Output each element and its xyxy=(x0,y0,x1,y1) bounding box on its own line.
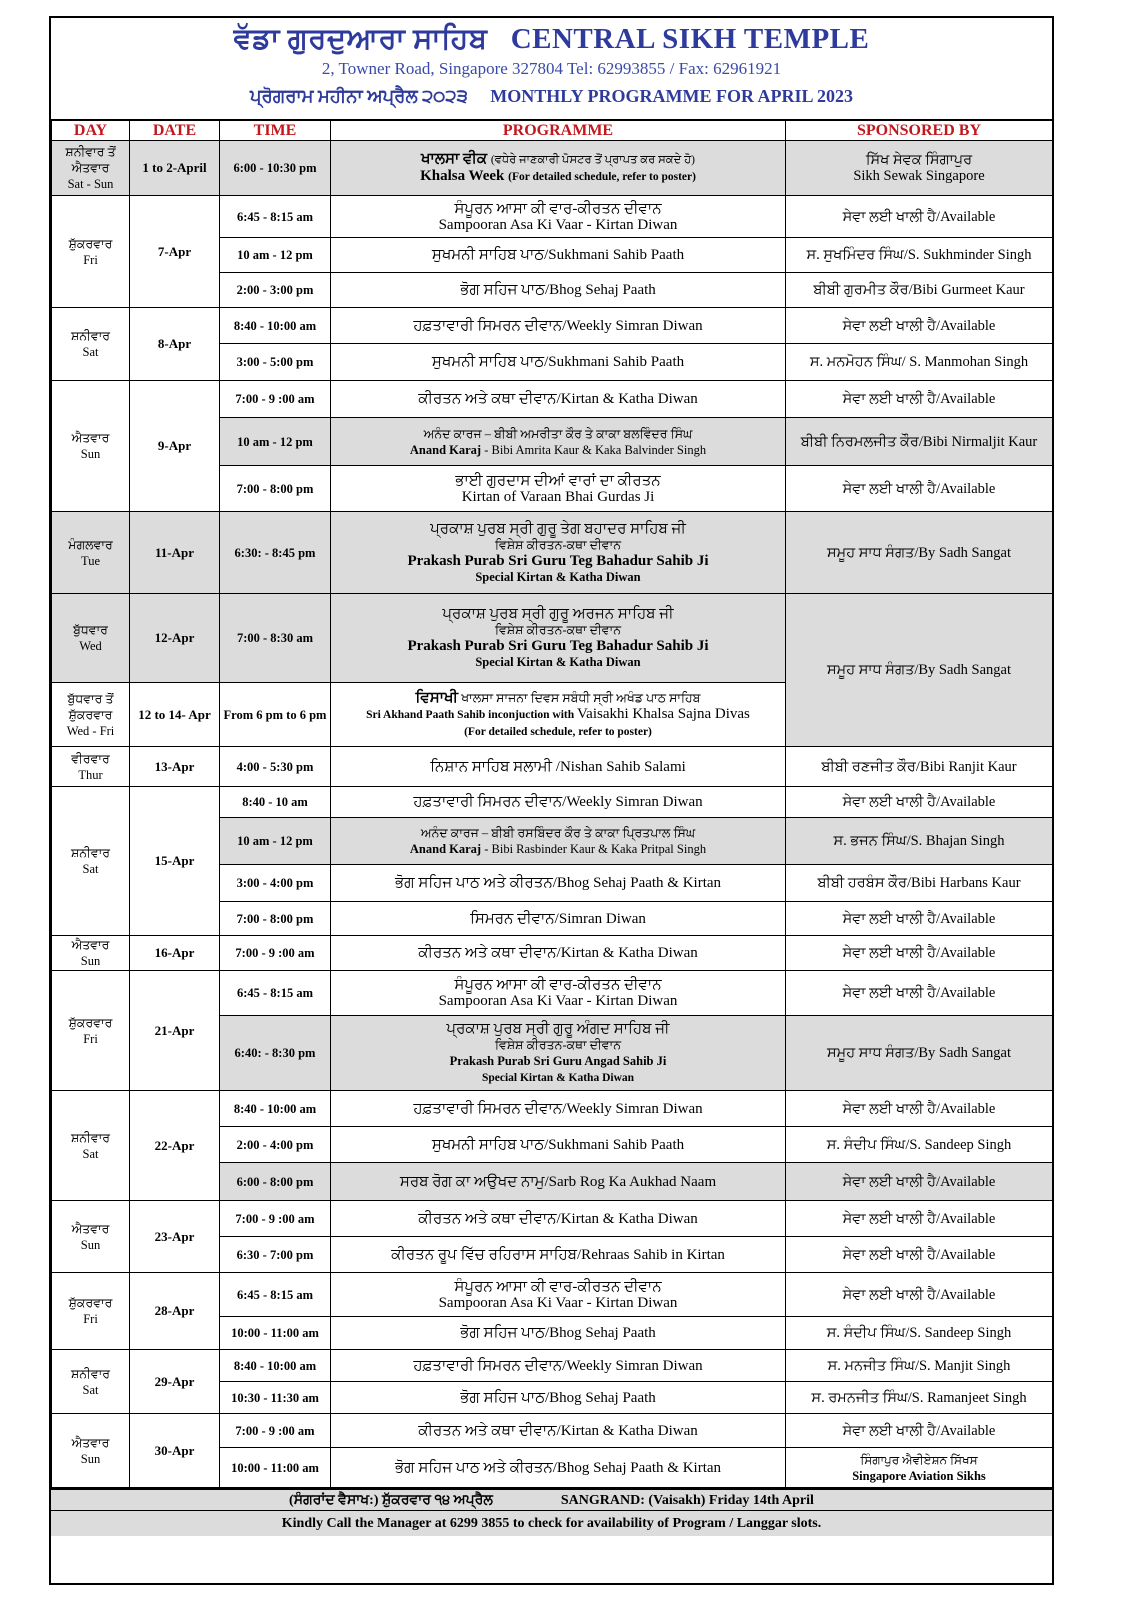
time-cell: 6:45 - 8:15 am xyxy=(220,196,331,238)
sponsor-cell: ਸੇਵਾ ਲਈ ਖਾਲੀ ਹੈ/Available xyxy=(786,787,1053,818)
time-cell: From 6 pm to 6 pm xyxy=(220,683,331,747)
sponsor-cell: ਸ. ਮਨਜੀਤ ਸਿੰਘ/S. Manjit Singh xyxy=(786,1350,1053,1382)
programme-cell: ਹਫ਼ਤਾਵਾਰੀ ਸਿਮਰਨ ਦੀਵਾਨ/Weekly Simran Diwan xyxy=(331,1091,786,1127)
programme-table xyxy=(51,120,1053,1488)
time-cell: 3:00 - 4:00 pm xyxy=(220,865,331,902)
sponsor-cell: ਸ. ਸੰਦੀਪ ਸਿੰਘ/S. Sandeep Singh xyxy=(786,1317,1053,1350)
programme-cell: ਪ੍ਰਕਾਸ਼ ਪੁਰਬ ਸ੍ਰੀ ਗੁਰੂ ਅੰਗਦ ਸਾਹਿਬ ਜੀ ਵਿਸ਼ੇਸ਼ ਕੀਰਤਨ-ਕਥਾ ਦੀਵਾਨ Prakash Purab Sri Guru Angad Sahib Ji Special Kirtan & Katha Diwan xyxy=(331,1016,786,1091)
table-row xyxy=(52,1273,1053,1317)
time-cell: 6:45 - 8:15 am xyxy=(220,1273,331,1317)
sponsor-cell: ਸੇਵਾ ਲਈ ਖਾਲੀ ਹੈ/Available xyxy=(786,1273,1053,1317)
programme-cell: ਸੰਪੂਰਨ ਆਸਾ ਕੀ ਵਾਰ-ਕੀਰਤਨ ਦੀਵਾਨ Sampooran Asa Ki Vaar - Kirtan Diwan xyxy=(331,1273,786,1317)
date-cell: 28-Apr xyxy=(130,1273,220,1350)
col-time-header: TIME xyxy=(220,121,331,141)
sponsor-cell: ਸੇਵਾ ਲਈ ਖਾਲੀ ਹੈ/Available xyxy=(786,902,1053,936)
manager-note: Kindly Call the Manager at 6299 3855 to check for availability of Program / Langgar slots. xyxy=(51,1510,1052,1536)
day-cell: ਸ਼ੁੱਕਰਵਾਰ Fri xyxy=(52,971,130,1091)
programme-cell: ਸਿਮਰਨ ਦੀਵਾਨ/Simran Diwan xyxy=(331,902,786,936)
date-cell: 8-Apr xyxy=(130,308,220,381)
sponsor-cell: ਸੇਵਾ ਲਈ ਖਾਲੀ ਹੈ/Available xyxy=(786,381,1053,418)
day-cell: ਸ਼ਨੀਵਾਰ ਤੋਂ ਐਤਵਾਰ Sat - Sun xyxy=(52,141,130,196)
programme-cell: ਵਿਸਾਖੀ ਖਾਲਸਾ ਸਾਜਨਾ ਦਿਵਸ ਸਬੰਧੀ ਸ੍ਰੀ ਅਖੰਡ ਪਾਠ ਸਾਹਿਬ Sri Akhand Paath Sahib inconjuction with Vaisakhi Khalsa Sajna Divas (For detailed schedule, refer to poster) xyxy=(331,683,786,747)
time-cell: 6:30 - 7:00 pm xyxy=(220,1237,331,1273)
time-cell: 7:00 - 8:00 pm xyxy=(220,902,331,936)
table-row xyxy=(52,141,1053,196)
programme-cell: ਭੋਗ ਸਹਿਜ ਪਾਠ/Bhog Sehaj Paath xyxy=(331,1317,786,1350)
day-cell: ਐਤਵਾਰ Sun xyxy=(52,936,130,971)
time-cell: 10:00 - 11:00 am xyxy=(220,1317,331,1350)
programme-cell: ਭੋਗ ਸਹਿਜ ਪਾਠ ਅਤੇ ਕੀਰਤਨ/Bhog Sehaj Paath & Kirtan xyxy=(331,1448,786,1488)
table-row xyxy=(52,381,1053,418)
page-subtitle: ਪ੍ਰੋਗਰਾਮ ਮਹੀਨਾ ਅਪ੍ਰੈਲ ੨੦੨੩ MONTHLY PROGRAMME FOR APRIL 2023 xyxy=(250,86,853,106)
time-cell: 6:00 - 10:30 pm xyxy=(220,141,331,196)
date-cell: 22-Apr xyxy=(130,1091,220,1201)
sponsor-cell: ਸੇਵਾ ਲਈ ਖਾਲੀ ਹੈ/Available xyxy=(786,196,1053,238)
programme-cell: ਅਨੰਦ ਕਾਰਜ – ਬੀਬੀ ਅਮਰੀਤਾ ਕੌਰ ਤੇ ਕਾਕਾ ਬਲਵਿੰਦਰ ਸਿੰਘ Anand Karaj - Bibi Amrita Kaur & Kaka Balvinder Singh xyxy=(331,418,786,466)
sponsor-cell: ਸੇਵਾ ਲਈ ਖਾਲੀ ਹੈ/Available xyxy=(786,466,1053,512)
programme-cell: ਭੋਗ ਸਹਿਜ ਪਾਠ ਅਤੇ ਕੀਰਤਨ/Bhog Sehaj Paath & Kirtan xyxy=(331,865,786,902)
time-cell: 8:40 - 10 am xyxy=(220,787,331,818)
day-cell: ਬੁੱਧਵਾਰ ਤੋਂ ਸ਼ੁੱਕਰਵਾਰ Wed - Fri xyxy=(52,683,130,747)
col-date-header: DATE xyxy=(130,121,220,141)
sponsor-cell: ਸੇਵਾ ਲਈ ਖਾਲੀ ਹੈ/Available xyxy=(786,1414,1053,1448)
sponsor-cell: ਸੇਵਾ ਲਈ ਖਾਲੀ ਹੈ/Available xyxy=(786,1091,1053,1127)
time-cell: 4:00 - 5:30 pm xyxy=(220,747,331,787)
day-cell: ਐਤਵਾਰ Sun xyxy=(52,381,130,512)
time-cell: 6:40: - 8:30 pm xyxy=(220,1016,331,1091)
programme-cell: ਭੋਗ ਸਹਿਜ ਪਾਠ/Bhog Sehaj Paath xyxy=(331,1382,786,1414)
sponsor-cell: ਸੇਵਾ ਲਈ ਖਾਲੀ ਹੈ/Available xyxy=(786,1237,1053,1273)
table-row xyxy=(52,594,1053,683)
sponsor-cell: ਬੀਬੀ ਨਿਰਮਲਜੀਤ ਕੌਰ/Bibi Nirmaljit Kaur xyxy=(786,418,1053,466)
programme-cell: ਹਫ਼ਤਾਵਾਰੀ ਸਿਮਰਨ ਦੀਵਾਨ/Weekly Simran Diwan xyxy=(331,308,786,344)
time-cell: 6:45 - 8:15 am xyxy=(220,971,331,1016)
date-cell: 21-Apr xyxy=(130,971,220,1091)
sponsor-cell: ਸਮੂਹ ਸਾਧ ਸੰਗਤ/By Sadh Sangat xyxy=(786,512,1053,594)
day-cell: ਸ਼ਨੀਵਾਰ Sat xyxy=(52,787,130,936)
sponsor-cell: ਸ. ਭਜਨ ਸਿੰਘ/S. Bhajan Singh xyxy=(786,818,1053,865)
table-row xyxy=(52,936,1053,971)
time-cell: 10 am - 12 pm xyxy=(220,418,331,466)
date-cell: 12 to 14- Apr xyxy=(130,683,220,747)
col-sponsor-header: SPONSORED BY xyxy=(786,121,1053,141)
table-row xyxy=(52,1350,1053,1382)
date-cell: 16-Apr xyxy=(130,936,220,971)
time-cell: 6:30: - 8:45 pm xyxy=(220,512,331,594)
address-line: 2, Towner Road, Singapore 327804 Tel: 62993855 / Fax: 62961921 xyxy=(321,59,782,78)
date-cell: 13-Apr xyxy=(130,747,220,787)
date-cell: 7-Apr xyxy=(130,196,220,308)
date-cell: 30-Apr xyxy=(130,1414,220,1488)
sponsor-cell: ਬੀਬੀ ਹਰਬੰਸ ਕੌਰ/Bibi Harbans Kaur xyxy=(786,865,1053,902)
programme-cell: ਸੰਪੂਰਨ ਆਸਾ ਕੀ ਵਾਰ-ਕੀਰਤਨ ਦੀਵਾਨ Sampooran Asa Ki Vaar - Kirtan Diwan xyxy=(331,971,786,1016)
sponsor-cell: ਸਿੱਖ ਸੇਵਕ ਸਿੰਗਾਪੁਰ Sikh Sewak Singapore xyxy=(786,141,1053,196)
programme-cell: ਹਫ਼ਤਾਵਾਰੀ ਸਿਮਰਨ ਦੀਵਾਨ/Weekly Simran Diwan xyxy=(331,787,786,818)
sponsor-cell: ਸੇਵਾ ਲਈ ਖਾਲੀ ਹੈ/Available xyxy=(786,1163,1053,1201)
programme-cell: ਕੀਰਤਨ ਅਤੇ ਕਥਾ ਦੀਵਾਨ/Kirtan & Katha Diwan xyxy=(331,1201,786,1237)
sponsor-cell: ਸਮੂਹ ਸਾਧ ਸੰਗਤ/By Sadh Sangat xyxy=(786,594,1053,747)
sponsor-cell: ਸੇਵਾ ਲਈ ਖਾਲੀ ਹੈ/Available xyxy=(786,936,1053,971)
day-cell: ਐਤਵਾਰ Sun xyxy=(52,1201,130,1273)
programme-cell: ਭੋਗ ਸਹਿਜ ਪਾਠ/Bhog Sehaj Paath xyxy=(331,273,786,308)
programme-cell: ਪ੍ਰਕਾਸ਼ ਪੁਰਬ ਸ੍ਰੀ ਗੁਰੂ ਅਰਜਨ ਸਾਹਿਬ ਜੀ ਵਿਸ਼ੇਸ਼ ਕੀਰਤਨ-ਕਥਾ ਦੀਵਾਨ Prakash Purab Sri Guru Teg Bahadur Sahib Ji Special Kirtan & Katha Diwan xyxy=(331,594,786,683)
time-cell: 2:00 - 3:00 pm xyxy=(220,273,331,308)
day-cell: ਸ਼ਨੀਵਾਰ Sat xyxy=(52,1091,130,1201)
time-cell: 2:00 - 4:00 pm xyxy=(220,1127,331,1163)
time-cell: 6:00 - 8:00 pm xyxy=(220,1163,331,1201)
table-row xyxy=(52,512,1053,594)
time-cell: 7:00 - 9 :00 am xyxy=(220,1414,331,1448)
day-cell: ਸ਼ਨੀਵਾਰ Sat xyxy=(52,308,130,381)
table-row xyxy=(52,196,1053,238)
time-cell: 10:00 - 11:00 am xyxy=(220,1448,331,1488)
time-cell: 8:40 - 10:00 am xyxy=(220,1350,331,1382)
time-cell: 10:30 - 11:30 am xyxy=(220,1382,331,1414)
date-cell: 12-Apr xyxy=(130,594,220,683)
sponsor-cell: ਸੇਵਾ ਲਈ ਖਾਲੀ ਹੈ/Available xyxy=(786,308,1053,344)
table-row xyxy=(52,1201,1053,1237)
date-cell: 23-Apr xyxy=(130,1201,220,1273)
programme-cell: ਨਿਸ਼ਾਨ ਸਾਹਿਬ ਸਲਾਮੀ /Nishan Sahib Salami xyxy=(331,747,786,787)
col-programme-header: PROGRAMME xyxy=(331,121,786,141)
programme-cell: ਸੁਖਮਨੀ ਸਾਹਿਬ ਪਾਠ/Sukhmani Sahib Paath xyxy=(331,344,786,381)
time-cell: 7:00 - 9 :00 am xyxy=(220,1201,331,1237)
sangrand-note: (ਸੰਗਰਾਂਦ ਵੈਸਾਖ:) ਸ਼ੁੱਕਰਵਾਰ ੧੪ ਅਪ੍ਰੈਲ SANGRAND: (Vaisakh) Friday 14th April xyxy=(51,1488,1052,1510)
day-cell: ਵੀਰਵਾਰ Thur xyxy=(52,747,130,787)
programme-cell: ਕੀਰਤਨ ਅਤੇ ਕਥਾ ਦੀਵਾਨ/Kirtan & Katha Diwan xyxy=(331,936,786,971)
programme-cell: ਸੁਖਮਨੀ ਸਾਹਿਬ ਪਾਠ/Sukhmani Sahib Paath xyxy=(331,1127,786,1163)
programme-cell: ਸੰਪੂਰਨ ਆਸਾ ਕੀ ਵਾਰ-ਕੀਰਤਨ ਦੀਵਾਨ Sampooran Asa Ki Vaar - Kirtan Diwan xyxy=(331,196,786,238)
time-cell: 7:00 - 9 :00 am xyxy=(220,381,331,418)
programme-cell: ਸਰਬ ਰੋਗ ਕਾ ਅਉਖਦ ਨਾਮੁ/Sarb Rog Ka Aukhad Naam xyxy=(331,1163,786,1201)
date-cell: 11-Apr xyxy=(130,512,220,594)
day-cell: ਸ਼ੁੱਕਰਵਾਰ Fri xyxy=(52,196,130,308)
programme-cell: ਕੀਰਤਨ ਅਤੇ ਕਥਾ ਦੀਵਾਨ/Kirtan & Katha Diwan xyxy=(331,1414,786,1448)
time-cell: 10 am - 12 pm xyxy=(220,818,331,865)
programme-cell: ਹਫ਼ਤਾਵਾਰੀ ਸਿਮਰਨ ਦੀਵਾਨ/Weekly Simran Diwan xyxy=(331,1350,786,1382)
table-row xyxy=(52,308,1053,344)
sponsor-cell: ਸੇਵਾ ਲਈ ਖਾਲੀ ਹੈ/Available xyxy=(786,971,1053,1016)
time-cell: 7:00 - 8:30 am xyxy=(220,594,331,683)
table-row xyxy=(52,1091,1053,1127)
day-cell: ਸ਼ਨੀਵਾਰ Sat xyxy=(52,1350,130,1414)
sponsor-cell: ਸੇਵਾ ਲਈ ਖਾਲੀ ਹੈ/Available xyxy=(786,1201,1053,1237)
programme-cell: ਖਾਲਸਾ ਵੀਕ (ਵਧੇਰੇ ਜਾਣਕਾਰੀ ਪੋਸਟਰ ਤੋਂ ਪ੍ਰਾਪਤ ਕਰ ਸਕਦੇ ਹੋ) Khalsa Week (For detailed schedule, refer to poster) xyxy=(331,141,786,196)
date-cell: 9-Apr xyxy=(130,381,220,512)
time-cell: 8:40 - 10:00 am xyxy=(220,1091,331,1127)
sponsor-cell: ਸ. ਸੰਦੀਪ ਸਿੰਘ/S. Sandeep Singh xyxy=(786,1127,1053,1163)
programme-cell: ਸੁਖਮਨੀ ਸਾਹਿਬ ਪਾਠ/Sukhmani Sahib Paath xyxy=(331,238,786,273)
day-cell: ਐਤਵਾਰ Sun xyxy=(52,1414,130,1488)
sponsor-cell: ਸਿੰਗਾਪੁਰ ਐਵੀਏਸ਼ਨ ਸਿੱਖਸ Singapore Aviation Sikhs xyxy=(786,1448,1053,1488)
table-row xyxy=(52,1414,1053,1448)
page-header xyxy=(51,18,1052,120)
col-day-header: DAY xyxy=(52,121,130,141)
programme-cell: ਭਾਈ ਗੁਰਦਾਸ ਦੀਆਂ ਵਾਰਾਂ ਦਾ ਕੀਰਤਨ Kirtan of Varaan Bhai Gurdas Ji xyxy=(331,466,786,512)
sponsor-cell: ਬੀਬੀ ਗੁਰਮੀਤ ਕੌਰ/Bibi Gurmeet Kaur xyxy=(786,273,1053,308)
programme-cell: ਅਨੰਦ ਕਾਰਜ – ਬੀਬੀ ਰਸਬਿੰਦਰ ਕੌਰ ਤੇ ਕਾਕਾ ਪ੍ਰਿਤਪਾਲ ਸਿੰਘ Anand Karaj - Bibi Rasbinder Kaur & Kaka Pritpal Singh xyxy=(331,818,786,865)
table-row xyxy=(52,787,1053,818)
sponsor-cell: ਸ. ਰਮਨਜੀਤ ਸਿੰਘ/S. Ramanjeet Singh xyxy=(786,1382,1053,1414)
time-cell: 8:40 - 10:00 am xyxy=(220,308,331,344)
time-cell: 7:00 - 9 :00 am xyxy=(220,936,331,971)
table-row xyxy=(52,971,1053,1016)
programme-cell: ਕੀਰਤਨ ਰੂਪ ਵਿੱਚ ਰਹਿਰਾਸ ਸਾਹਿਬ/Rehraas Sahib in Kirtan xyxy=(331,1237,786,1273)
day-cell: ਬੁੱਧਵਾਰ Wed xyxy=(52,594,130,683)
sponsor-cell: ਸ. ਸੁਖਮਿੰਦਰ ਸਿੰਘ/S. Sukhminder Singh xyxy=(786,238,1053,273)
sponsor-cell: ਸਮੂਹ ਸਾਧ ਸੰਗਤ/By Sadh Sangat xyxy=(786,1016,1053,1091)
programme-sheet xyxy=(49,16,1054,1585)
date-cell: 29-Apr xyxy=(130,1350,220,1414)
programme-cell: ਕੀਰਤਨ ਅਤੇ ਕਥਾ ਦੀਵਾਨ/Kirtan & Katha Diwan xyxy=(331,381,786,418)
sponsor-cell: ਸ. ਮਨਮੋਹਨ ਸਿੰਘ/ S. Manmohan Singh xyxy=(786,344,1053,381)
table-row xyxy=(52,747,1053,787)
time-cell: 3:00 - 5:00 pm xyxy=(220,344,331,381)
page-title: ਵੱਡਾ ਗੁਰਦੁਆਰਾ ਸਾਹਿਬ CENTRAL SIKH TEMPLE xyxy=(233,23,870,55)
sponsor-cell: ਬੀਬੀ ਰਣਜੀਤ ਕੌਰ/Bibi Ranjit Kaur xyxy=(786,747,1053,787)
table-header-row xyxy=(52,121,1053,141)
time-cell: 10 am - 12 pm xyxy=(220,238,331,273)
day-cell: ਮੰਗਲਵਾਰ Tue xyxy=(52,512,130,594)
date-cell: 15-Apr xyxy=(130,787,220,936)
programme-cell: ਪ੍ਰਕਾਸ਼ ਪੁਰਬ ਸ੍ਰੀ ਗੁਰੂ ਤੇਗ ਬਹਾਦਰ ਸਾਹਿਬ ਜੀ ਵਿਸ਼ੇਸ਼ ਕੀਰਤਨ-ਕਥਾ ਦੀਵਾਨ Prakash Purab Sri Guru Teg Bahadur Sahib Ji Special Kirtan & Katha Diwan xyxy=(331,512,786,594)
date-cell: 1 to 2-April xyxy=(130,141,220,196)
day-cell: ਸ਼ੁੱਕਰਵਾਰ Fri xyxy=(52,1273,130,1350)
time-cell: 7:00 - 8:00 pm xyxy=(220,466,331,512)
